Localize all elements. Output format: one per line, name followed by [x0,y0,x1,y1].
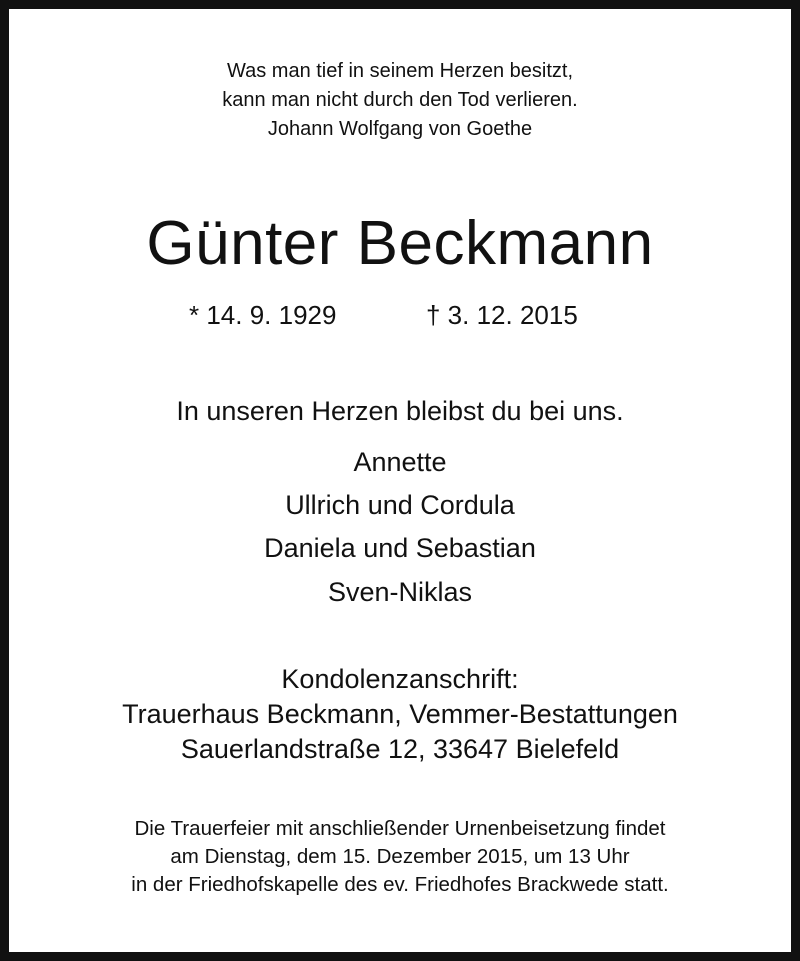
farewell-text: In unseren Herzen bleibst du bei uns. [176,396,624,426]
mourner-1: Annette [353,447,447,477]
condolence-address-2: Sauerlandstraße 12, 33647 Bielefeld [180,734,620,764]
condolence-heading: Kondolenzanschrift: [281,664,519,694]
mourner-4: Sven-Niklas [327,577,473,607]
quote-line-1: Was man tief in seinem Herzen besitzt, [226,60,574,82]
condolence-address-1: Trauerhaus Beckmann, Vemmer-Bestattungen [122,699,678,729]
quote-author: Johann Wolfgang von Goethe [267,118,533,140]
mourner-2: Ullrich und Cordula [285,490,515,520]
service-line-2: am Dienstag, dem 15. Dezember 2015, um 13 Uhr [170,845,630,868]
life-dates [0,300,800,332]
deceased-name: Günter Beckmann [146,209,654,278]
death-date: † 3. 12. 2015 [426,300,578,330]
birth-date: * 14. 9. 1929 [189,300,337,330]
quote-line-2: kann man nicht durch den Tod verlieren. [222,89,578,111]
service-line-1: Die Trauerfeier mit anschließender Urnenbeisetzung findet [134,817,666,840]
service-line-3: in der Friedhofskapelle des ev. Friedhofes Brackwede statt. [131,873,669,896]
mourner-3: Daniela und Sebastian [264,533,536,563]
